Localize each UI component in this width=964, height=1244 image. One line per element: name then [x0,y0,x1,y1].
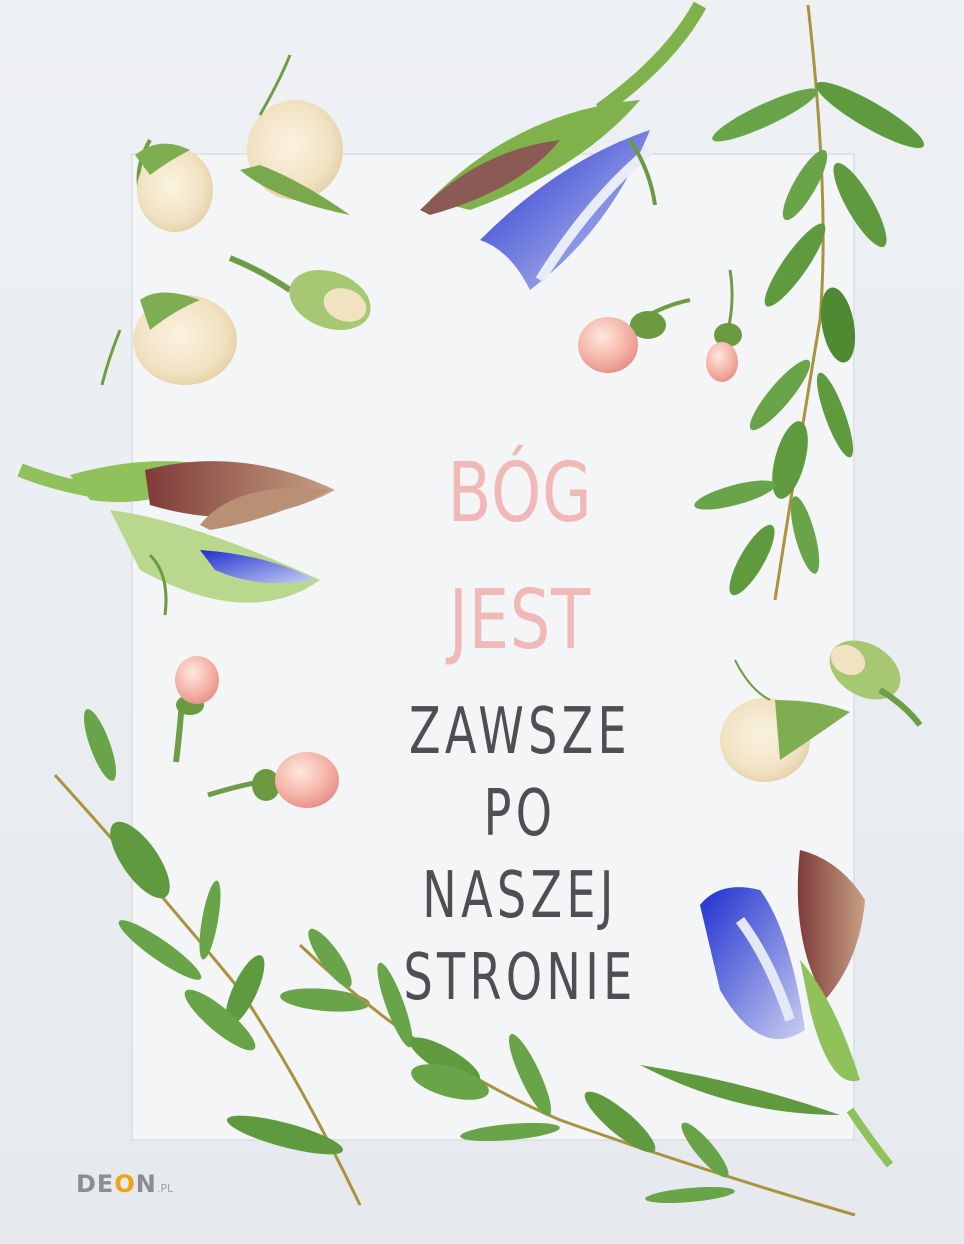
logo-part-3: N [135,1170,157,1198]
logo-suffix: .PL [156,1182,174,1195]
quote-block [330,430,710,1020]
quote-line-2: ZAWSZE [409,695,631,770]
quote-line-1: BÓG JEST [447,446,593,669]
deon-logo [76,1170,173,1198]
logo-part-2: O [114,1170,136,1198]
logo-part-1: DE [76,1170,115,1198]
quote-line-3: PO NASZEJ [422,777,618,933]
quote-line-4: STRONIE [403,940,637,1015]
